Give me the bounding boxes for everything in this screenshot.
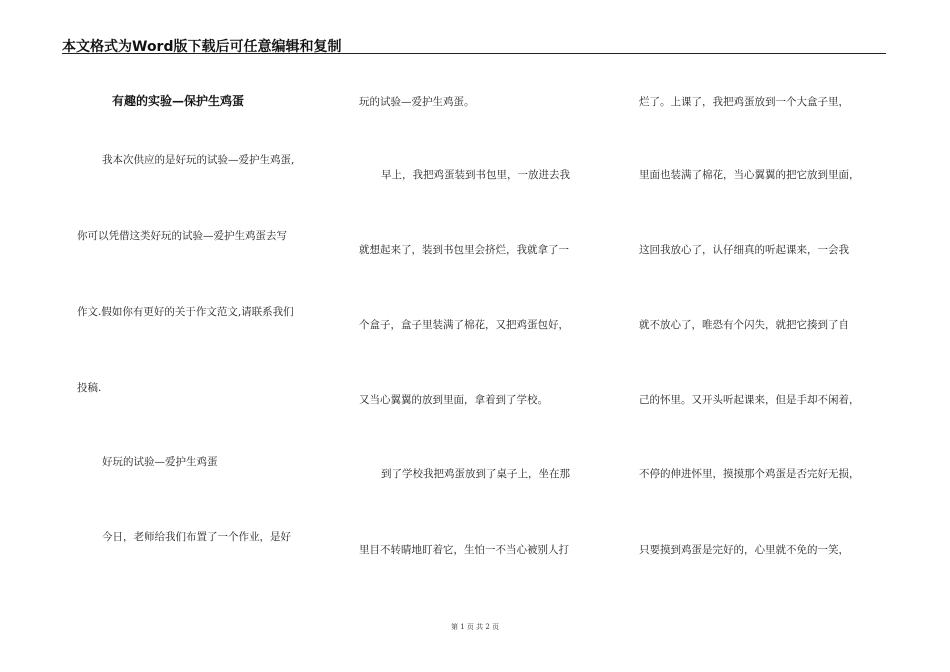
header-title: 本文格式为Word版下载后可任意编辑和复制: [62, 39, 342, 55]
column-2-line: 又当心翼翼的放到里面，拿着到了学校。: [359, 394, 548, 406]
column-3-line: 不停的伸进怀里，摸摸那个鸡蛋是否完好无损，: [639, 468, 860, 480]
column-1-line: 今日，老师给我们布置了一个作业，是好: [102, 531, 291, 543]
column-1-line: 你可以凭借这类好玩的试验—爱护生鸡蛋去写: [77, 230, 287, 242]
column-2-line: 玩的试验—爱护生鸡蛋。: [359, 96, 475, 108]
column-1-line: 好玩的试验—爱护生鸡蛋: [102, 456, 218, 468]
column-2-line: 个盒子，盒子里装满了棉花，又把鸡蛋包好，: [359, 319, 569, 331]
page-footer: 第 1 页 共 2 页: [450, 623, 500, 631]
header-divider: [62, 53, 886, 54]
column-3-line: 己的怀里。又开头听起课来，但是手却不闲着，: [639, 394, 860, 406]
column-2-line: 里目不转睛地盯着它，生怕一不当心被别人打: [359, 544, 569, 556]
column-3-line: 只要摸到鸡蛋是完好的，心里就不免的一笑，: [639, 544, 849, 556]
column-3-line: 就不放心了，唯恐有个闪失，就把它揍到了自: [639, 319, 849, 331]
column-1-line: 投稿.: [77, 382, 102, 394]
column-2-line: 就想起来了，装到书包里会挤烂，我就拿了一: [359, 244, 569, 256]
column-3-line: 这回我放心了，认仔细真的听起课来，一会我: [639, 244, 849, 256]
column-3-line: 烂了。上课了，我把鸡蛋放到一个大盒子里，: [639, 96, 849, 108]
column-3-line: 里面也装满了棉花，当心翼翼的把它放到里面，: [639, 169, 860, 181]
document-title: 有趣的实验—保护生鸡蛋: [112, 94, 245, 108]
column-2-line: 到了学校我把鸡蛋放到了桌子上，坐在那: [381, 468, 570, 480]
column-2-line: 早上，我把鸡蛋装到书包里，一放进去我: [381, 169, 570, 181]
column-1-line: 作文.假如你有更好的关于作文范文,请联系我们: [77, 306, 294, 318]
column-1-line: 我本次供应的是好玩的试验—爱护生鸡蛋,: [102, 154, 295, 166]
